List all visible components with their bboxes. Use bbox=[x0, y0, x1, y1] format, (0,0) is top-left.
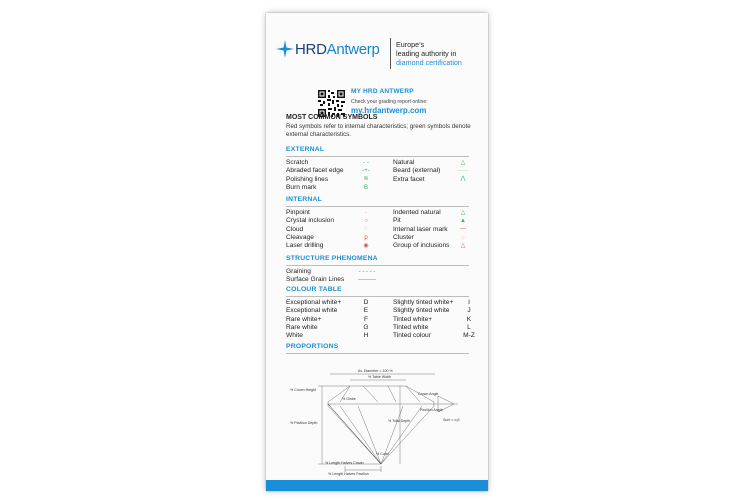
colour-code: F bbox=[363, 315, 369, 323]
burn-mark-symbol-icon: B bbox=[363, 184, 368, 191]
colour-row bbox=[286, 316, 393, 324]
internal-row bbox=[393, 234, 473, 242]
colour-label: White bbox=[286, 332, 303, 340]
symbol-label: Pit bbox=[393, 217, 401, 225]
symbol-label: Abraded facet edge bbox=[286, 167, 344, 175]
cluster-symbol-icon: ◌ bbox=[461, 234, 465, 241]
structure-title: STRUCTURE PHENOMENA bbox=[286, 255, 378, 262]
colour-row bbox=[393, 332, 481, 340]
structure-divider bbox=[286, 265, 469, 266]
colour-code: L bbox=[467, 323, 471, 331]
cleavage-symbol-icon: p bbox=[364, 234, 368, 241]
internal-row bbox=[393, 226, 473, 234]
scratch-symbol-icon: - - bbox=[363, 159, 369, 166]
colour-code: D bbox=[363, 299, 369, 306]
extra-facet-symbol-icon: ⋀ bbox=[460, 176, 466, 183]
tagline-line2: leading authority in bbox=[396, 49, 457, 58]
colour-code: H bbox=[363, 332, 369, 340]
brand-name-antwerp: Antwerp bbox=[326, 40, 380, 58]
proportions-diagram bbox=[288, 364, 473, 476]
external-section bbox=[286, 146, 473, 192]
my-hrd-title: MY HRD ANTWERP bbox=[351, 88, 414, 95]
brand-name-hrd: HRD bbox=[295, 40, 327, 58]
structure-section bbox=[286, 255, 469, 285]
colour-label: Rare white+ bbox=[286, 315, 322, 323]
brand-name bbox=[295, 41, 380, 58]
symbol-label: Cloud bbox=[286, 225, 304, 233]
symbols-section bbox=[286, 114, 481, 139]
colour-row bbox=[286, 299, 393, 307]
group-inclusions-symbol-icon: △ bbox=[460, 242, 466, 249]
label-sum: Sum = α β bbox=[443, 418, 460, 422]
colour-row bbox=[286, 324, 393, 332]
colour-divider bbox=[286, 296, 469, 297]
proportions-section bbox=[286, 343, 469, 354]
external-row bbox=[393, 159, 473, 167]
tagline-line1: Europe’s bbox=[396, 40, 425, 49]
symbol-label: Extra facet bbox=[393, 175, 425, 183]
colour-code: J bbox=[467, 307, 471, 315]
external-row bbox=[393, 176, 473, 184]
internal-row bbox=[286, 226, 393, 234]
my-hrd-url[interactable]: my.hrdantwerp.com bbox=[351, 106, 427, 115]
internal-row bbox=[393, 242, 473, 250]
external-divider bbox=[286, 156, 469, 157]
beard-symbol-icon: ····· bbox=[458, 167, 468, 174]
colour-label: Slightly tinted white bbox=[393, 307, 450, 315]
external-row bbox=[286, 167, 393, 175]
pinpoint-symbol-icon: · bbox=[365, 209, 367, 216]
symbol-label: Cluster bbox=[393, 233, 414, 241]
colour-row bbox=[393, 316, 481, 324]
graining-symbol-icon: - - - - - bbox=[358, 268, 376, 275]
internal-row bbox=[393, 209, 473, 217]
external-row bbox=[393, 167, 473, 175]
hrd-symbols-card bbox=[266, 13, 488, 491]
proportions-title: PROPORTIONS bbox=[286, 343, 339, 350]
label-pavilion-depth: % Pavilion Depth bbox=[290, 421, 318, 425]
label-crown-angle: Crown Angle bbox=[418, 392, 439, 396]
pit-symbol-icon: ▲ bbox=[460, 217, 466, 224]
colour-label: Exceptional white bbox=[286, 307, 338, 315]
external-row bbox=[286, 176, 393, 184]
label-total-depth: % Total Depth bbox=[388, 419, 411, 423]
bottom-accent-strip bbox=[266, 480, 488, 491]
symbol-label: Natural bbox=[393, 159, 415, 166]
colour-row bbox=[393, 307, 481, 315]
symbol-label: Surface Grain Lines bbox=[286, 276, 345, 284]
structure-row bbox=[286, 276, 469, 284]
internal-section bbox=[286, 196, 473, 250]
laser-drilling-symbol-icon: ◉ bbox=[363, 242, 369, 249]
symbol-label: Burn mark bbox=[286, 183, 317, 191]
header-divider bbox=[390, 38, 391, 69]
internal-row bbox=[393, 217, 473, 225]
symbols-intro: Red symbols refer to internal characteristics; green symbols denote external characteristics. bbox=[286, 123, 471, 138]
colour-label: Tinted colour bbox=[393, 332, 431, 340]
hrd-logo bbox=[276, 40, 380, 58]
label-culet: % Culet bbox=[376, 452, 389, 456]
external-row bbox=[286, 184, 393, 192]
colour-label: Rare white bbox=[286, 323, 318, 331]
my-hrd-panel bbox=[351, 88, 481, 115]
internal-divider bbox=[286, 206, 469, 207]
laser-mark-symbol-icon: — bbox=[460, 226, 466, 233]
colour-label: Tinted white+ bbox=[393, 315, 433, 323]
label-table-width: % Table Width bbox=[368, 375, 391, 379]
symbol-label: Cleavage bbox=[286, 233, 314, 241]
card-header bbox=[266, 13, 488, 75]
colour-label: Exceptional white+ bbox=[286, 299, 342, 306]
natural-symbol-icon: △ bbox=[460, 159, 466, 166]
colour-row bbox=[286, 332, 393, 340]
symbol-label: Internal laser mark bbox=[393, 225, 448, 233]
colour-code: K bbox=[466, 315, 472, 323]
internal-row bbox=[286, 234, 393, 242]
colour-row bbox=[286, 307, 393, 315]
abraded-edge-symbol-icon: -+- bbox=[362, 167, 370, 174]
symbols-title: MOST COMMON SYMBOLS bbox=[286, 114, 378, 121]
polishing-lines-symbol-icon: ≋ bbox=[363, 176, 369, 183]
crystal-symbol-icon: ○ bbox=[364, 217, 368, 224]
colour-row bbox=[393, 324, 481, 332]
external-title: EXTERNAL bbox=[286, 146, 325, 153]
indented-natural-symbol-icon: △ bbox=[460, 209, 466, 216]
tagline bbox=[396, 40, 462, 67]
star-logo-icon bbox=[276, 40, 294, 58]
internal-row bbox=[286, 209, 393, 217]
label-girdle: % Girdle bbox=[342, 397, 356, 401]
symbol-label: Laser drilling bbox=[286, 242, 324, 250]
label-length-halves-pavilion: % Length Halves Pavilion bbox=[328, 472, 369, 476]
label-pavilion-angle: Pavilion Angle bbox=[420, 408, 443, 412]
symbol-label: Indented natural bbox=[393, 209, 441, 216]
colour-table-title: COLOUR TABLE bbox=[286, 286, 342, 293]
internal-row bbox=[286, 217, 393, 225]
colour-code: G bbox=[363, 323, 369, 331]
colour-label: Slightly tinted white+ bbox=[393, 299, 454, 306]
colour-code: E bbox=[363, 307, 369, 315]
label-crown-height: % Crown Height bbox=[290, 388, 316, 392]
symbol-label: Pinpoint bbox=[286, 209, 310, 216]
external-row bbox=[286, 159, 393, 167]
colour-row bbox=[393, 299, 481, 307]
symbol-label: Graining bbox=[286, 268, 311, 275]
colour-label: Tinted white bbox=[393, 323, 429, 331]
symbol-label: Scratch bbox=[286, 159, 309, 166]
colour-code: M-Z bbox=[463, 332, 475, 340]
my-hrd-subtitle: Check your grading report online: bbox=[351, 99, 428, 105]
tagline-line3: diamond certification bbox=[396, 58, 462, 67]
label-length-halves-crown: % Length Halves Crown bbox=[325, 461, 364, 465]
structure-row bbox=[286, 268, 469, 276]
symbol-label: Group of inclusions bbox=[393, 242, 450, 250]
cloud-symbol-icon: ◌ bbox=[364, 226, 368, 233]
symbol-label: Beard (external) bbox=[393, 167, 441, 175]
internal-row bbox=[286, 242, 393, 250]
symbol-label: Polishing lines bbox=[286, 175, 329, 183]
label-diameter: Av. Diameter = 100 % bbox=[358, 369, 393, 373]
colour-table-section bbox=[286, 286, 481, 340]
proportions-divider bbox=[286, 353, 469, 354]
symbol-label: Crystal inclusion bbox=[286, 217, 335, 225]
colour-code: I bbox=[468, 299, 470, 306]
internal-title: INTERNAL bbox=[286, 196, 322, 203]
surface-grain-symbol-icon: ——— bbox=[358, 276, 376, 283]
